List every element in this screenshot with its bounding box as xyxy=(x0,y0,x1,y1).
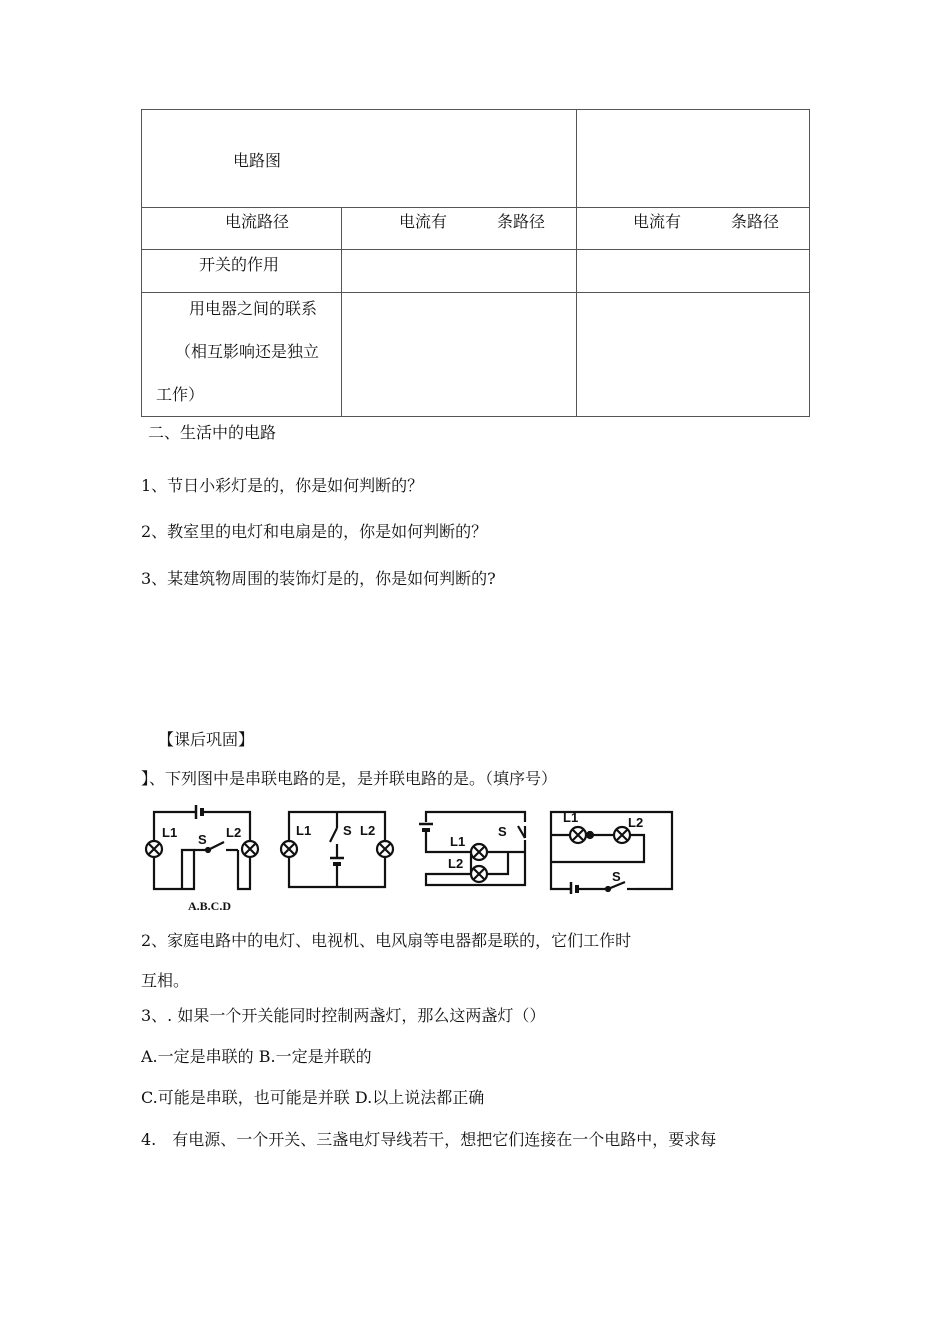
switch-role-label: 开关的作用 xyxy=(199,255,280,274)
circuit-b xyxy=(281,812,393,887)
circuit-b-label-l1: L1 xyxy=(296,823,312,838)
circuit-d-label-s: S xyxy=(612,869,621,884)
circuit-b-label-s: S xyxy=(343,823,352,838)
circuit-d-label-l1: L1 xyxy=(563,810,579,825)
switch-role-cell-a xyxy=(342,250,577,293)
homework-heading: 【课后巩固】 xyxy=(158,730,255,749)
circuit-d-label-l2: L2 xyxy=(628,815,644,830)
current-path-a-suffix: 条路径 xyxy=(497,212,546,231)
circuit-diagram-label: 电路图 xyxy=(233,151,282,170)
appliance-relation-line2: （相互影响还是独立 xyxy=(175,342,320,361)
appliance-relation-line1: 用电器之间的联系 xyxy=(189,299,318,318)
appliance-relation-cell-b xyxy=(577,293,810,417)
circuit-c xyxy=(419,812,525,885)
section2-heading: 二、生活中的电路 xyxy=(148,423,277,442)
homework-question-4: 4. 有电源、一个开关、三盏电灯导线若干，想把它们连接在一个电路中，要求每 xyxy=(141,1130,717,1149)
circuit-diagram-cell xyxy=(577,110,810,208)
appliance-relation-line3: 工作） xyxy=(156,385,205,404)
circuit-c-label-l2: L2 xyxy=(448,856,464,871)
switch-role-label-cell xyxy=(142,250,342,293)
section2-question-2: 2、教室里的电灯和电扇是的，你是如何判断的？ xyxy=(141,522,488,541)
circuit-a-label-s: S xyxy=(198,832,207,847)
section2-question-1: 1、节日小彩灯是的，你是如何判断的？ xyxy=(141,476,424,495)
homework-question-3: 3、. 如果一个开关能同时控制两盏灯，那么这两盏灯（） xyxy=(141,1006,546,1025)
comparison-table xyxy=(141,109,810,417)
current-path-label-cell xyxy=(142,208,342,250)
homework-question-2-line2: 互相。 xyxy=(141,971,190,990)
figure-caption: A.B.C.D xyxy=(188,899,232,913)
circuit-diagram-label-cell xyxy=(142,110,577,208)
homework-question-3-options-ab: A.一定是串联的 B.一定是并联的 xyxy=(141,1047,372,1066)
circuit-c-label-l1: L1 xyxy=(450,834,466,849)
appliance-relation-label-cell xyxy=(142,293,342,417)
homework-question-2-line1: 2、家庭电路中的电灯、电视机、电风扇等电器都是联的，它们工作时 xyxy=(141,931,632,950)
current-path-cell-a xyxy=(342,208,577,250)
homework-question-1: 】、下列图中是串联电路的是，是并联电路的是。（填序号） xyxy=(141,769,558,788)
circuit-c-label-s: S xyxy=(498,824,507,839)
circuit-b-label-l2: L2 xyxy=(360,823,376,838)
homework-question-3-options-cd: C.可能是串联，也可能是并联 D.以上说法都正确 xyxy=(141,1088,485,1107)
current-path-label: 电流路径 xyxy=(225,212,290,231)
circuit-diagrams-figure xyxy=(138,802,678,894)
circuit-a-label-l1: L1 xyxy=(162,825,178,840)
circuit-d xyxy=(551,810,672,894)
appliance-relation-cell-a xyxy=(342,293,577,417)
section2-question-3: 3、某建筑物周围的装饰灯是的，你是如何判断的? xyxy=(141,569,496,588)
circuit-a-label-l2: L2 xyxy=(226,825,242,840)
current-path-b-prefix: 电流有 xyxy=(633,212,682,231)
circuit-a xyxy=(146,805,258,889)
current-path-a-prefix: 电流有 xyxy=(399,212,448,231)
current-path-b-suffix: 条路径 xyxy=(731,212,780,231)
current-path-cell-b xyxy=(577,208,810,250)
switch-role-cell-b xyxy=(577,250,810,293)
